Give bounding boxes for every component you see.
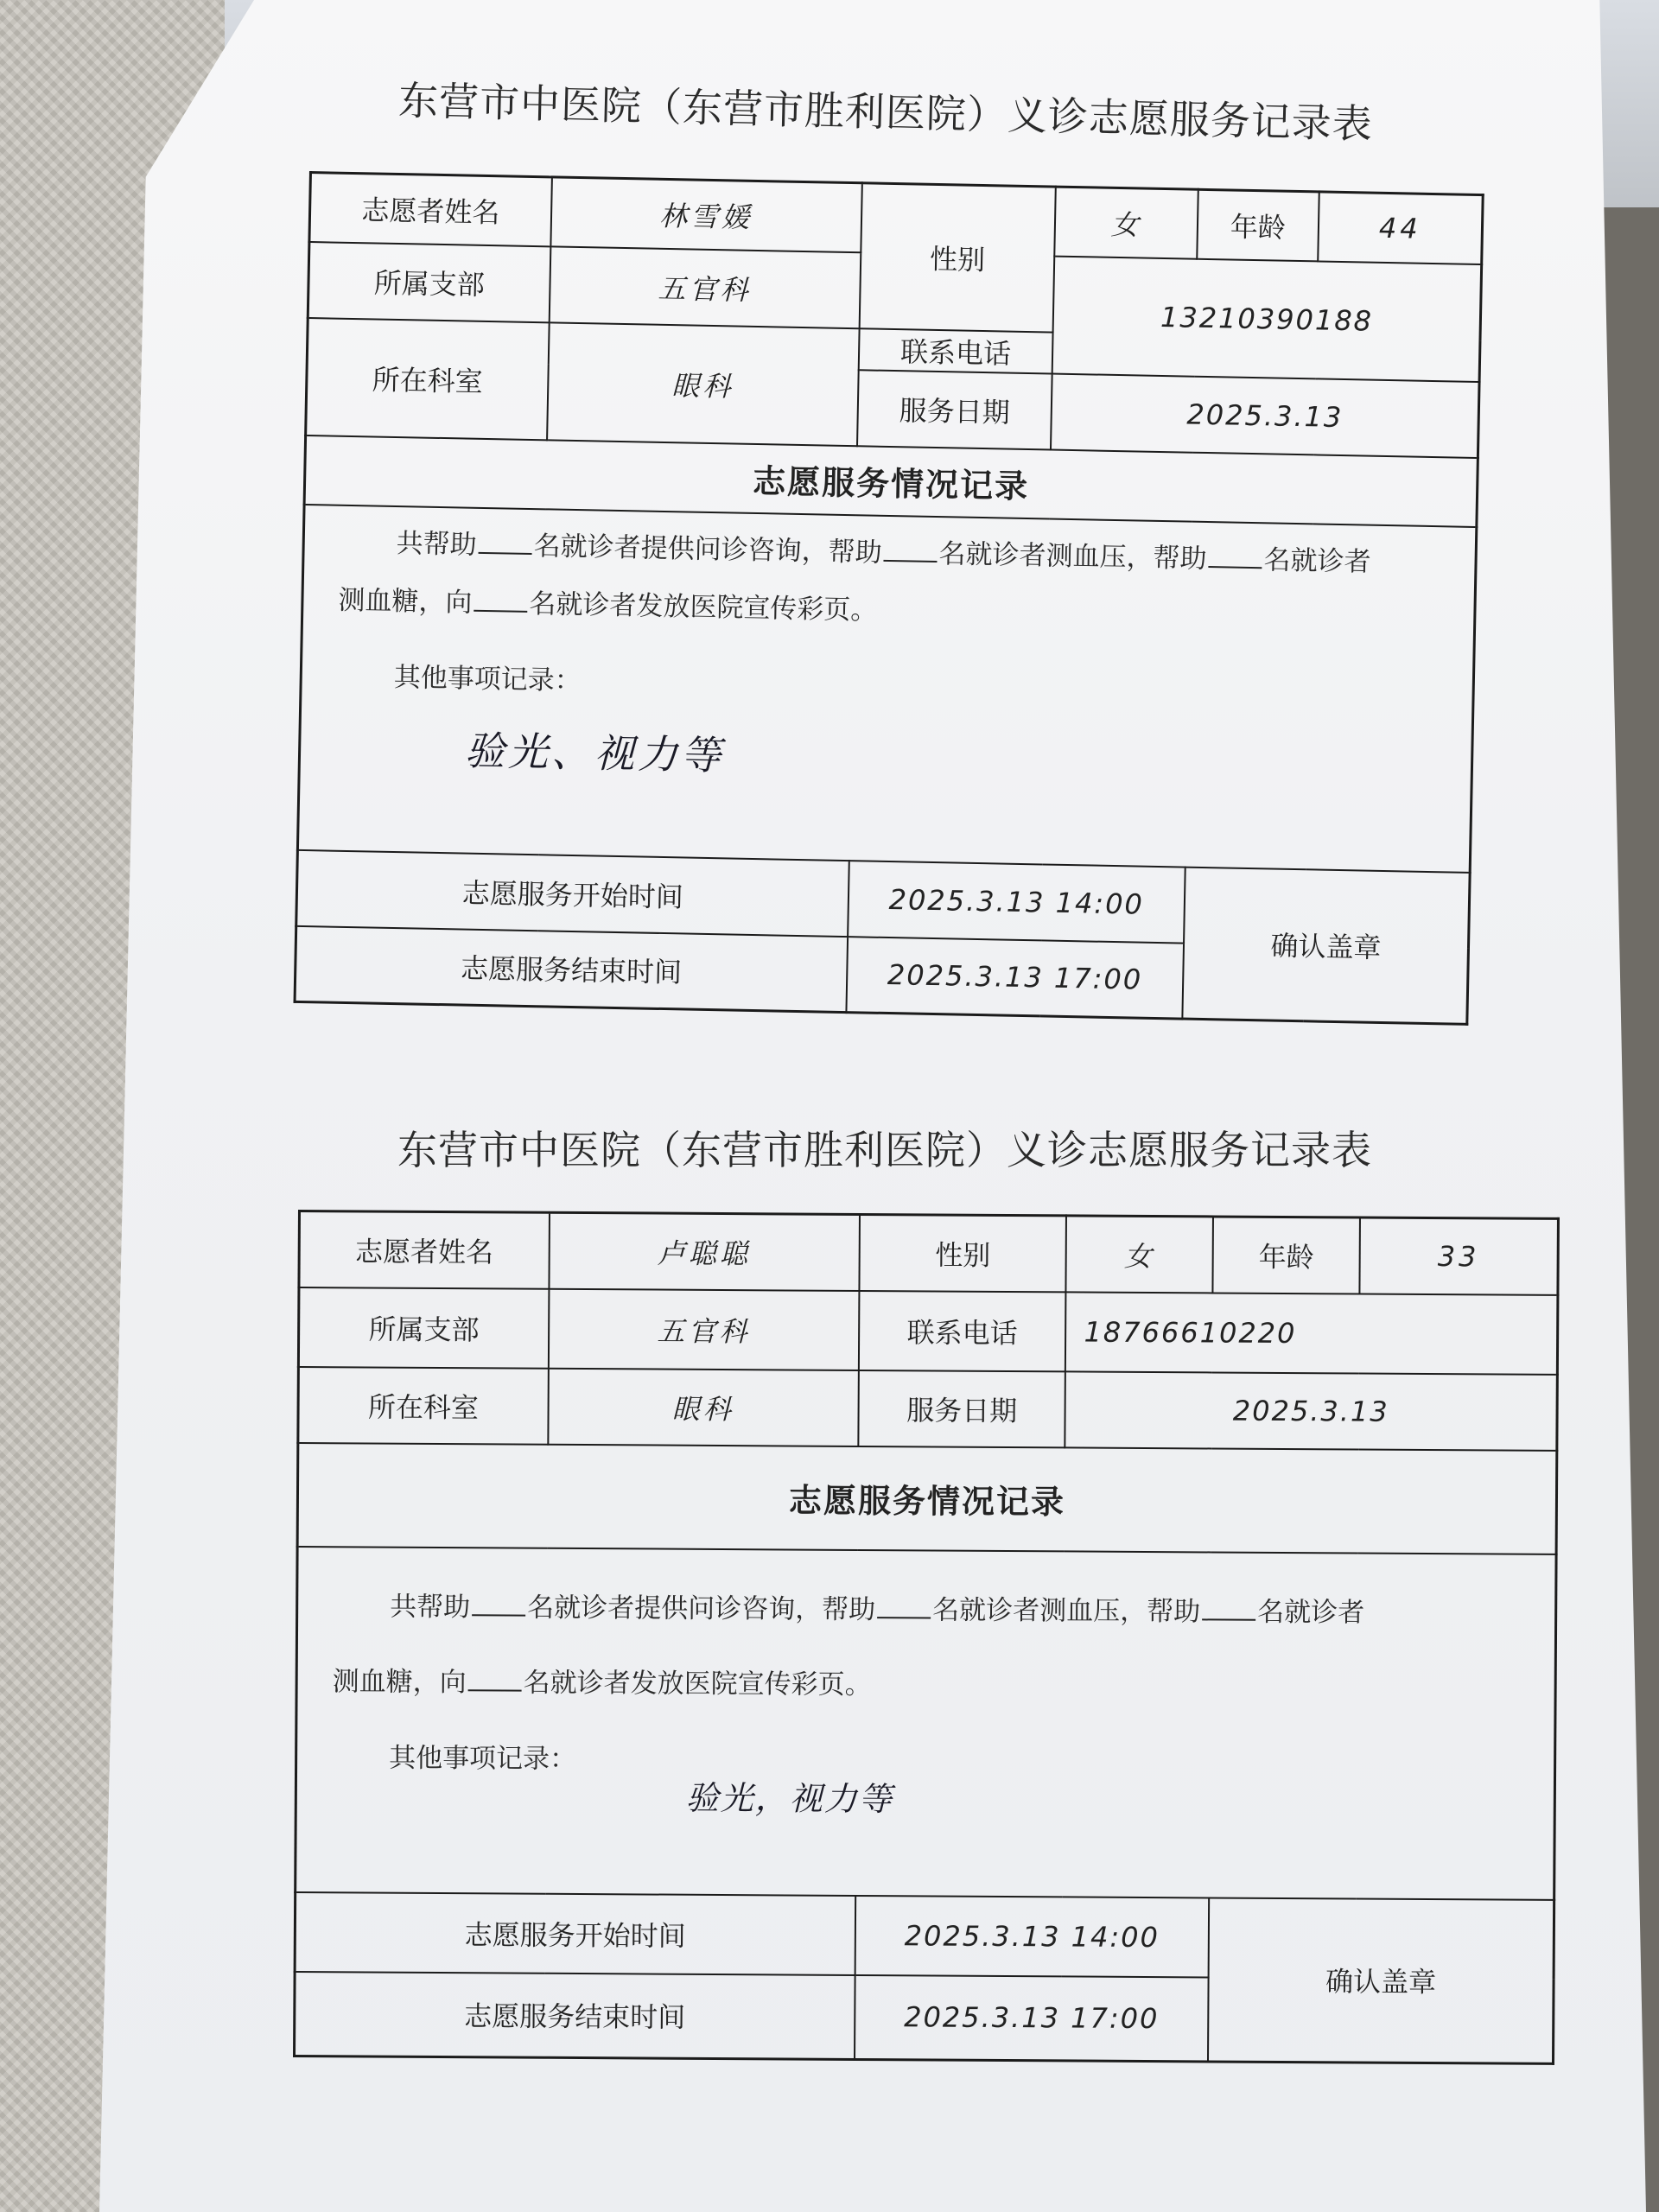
value-phone: 13210390188 (1052, 256, 1482, 381)
other-items-label: 其他事项记录： (389, 1742, 577, 1775)
record-text: 共帮助 (390, 1591, 471, 1623)
record-text: 名就诊者 (1263, 543, 1371, 578)
label-age: 年龄 (1213, 1217, 1360, 1294)
label-age: 年龄 (1197, 189, 1319, 261)
label-gender: 性别 (859, 1214, 1066, 1291)
value-volunteer-name: 卢聪聪 (549, 1212, 860, 1290)
value-gender: 女 (1066, 1216, 1213, 1293)
blank-line (877, 1616, 931, 1618)
label-end-time: 志愿服务结束时间 (295, 1971, 855, 2059)
value-start-time: 2025.3.13 14:00 (855, 1895, 1209, 1976)
label-branch: 所属支部 (308, 242, 550, 322)
value-service-date: 2025.3.13 (1051, 373, 1479, 457)
form-table (294, 171, 1484, 1026)
other-items-value: 验光、视力等 (464, 727, 725, 779)
form-table (293, 1210, 1560, 2065)
record-text: 测血糖，向 (332, 1666, 467, 1699)
blank-line (472, 1613, 525, 1616)
record-text: 名就诊者发放医院宣传彩页。 (529, 588, 878, 626)
value-branch: 五官科 (549, 246, 861, 328)
value-gender: 女 (1055, 187, 1198, 258)
label-dept: 所在科室 (306, 317, 550, 439)
blank-line (468, 1688, 522, 1691)
section-heading: 志愿服务情况记录 (297, 1443, 1557, 1554)
other-items-label: 其他事项记录： (393, 661, 582, 696)
label-phone: 联系电话 (858, 328, 1052, 373)
label-dept: 所在科室 (298, 1367, 549, 1445)
form-title: 东营市中医院（东营市胜利医院）义诊志愿服务记录表 (397, 76, 1374, 148)
value-start-time: 2025.3.13 14:00 (848, 861, 1185, 943)
record-text: 名就诊者测血压，帮助 (938, 537, 1207, 575)
value-service-date: 2025.3.13 (1065, 1371, 1558, 1450)
label-volunteer-name: 志愿者姓名 (299, 1211, 550, 1289)
label-start-time: 志愿服务开始时间 (295, 1891, 855, 1974)
record-text: 共帮助 (396, 527, 478, 561)
label-service-date: 服务日期 (858, 1370, 1065, 1446)
value-volunteer-name: 林雪媛 (550, 177, 861, 252)
label-confirm-seal: 确认盖章 (1208, 1897, 1554, 2063)
record-text: 名就诊者 (1257, 1596, 1365, 1629)
form-title: 东营市中医院（东营市胜利医院）义诊志愿服务记录表 (397, 1127, 1372, 1173)
record-text: 名就诊者测血压，帮助 (932, 1593, 1201, 1627)
value-age: 44 (1318, 192, 1483, 264)
other-items-value: 验光，视力等 (685, 1778, 893, 1818)
label-phone: 联系电话 (859, 1290, 1066, 1370)
value-age: 33 (1359, 1217, 1558, 1294)
value-end-time: 2025.3.13 17:00 (855, 1974, 1209, 2061)
blank-line (479, 550, 532, 554)
section-heading: 志愿服务情况记录 (304, 435, 1478, 526)
value-dept: 眼科 (547, 322, 860, 446)
label-service-date: 服务日期 (857, 370, 1052, 449)
blank-line (474, 609, 527, 613)
record-text: 名就诊者发放医院宣传彩页。 (523, 1667, 872, 1701)
value-end-time: 2025.3.13 17:00 (846, 937, 1184, 1019)
record-text: 名就诊者提供问诊咨询，帮助 (527, 1592, 876, 1625)
record-text: 名就诊者提供问诊咨询，帮助 (533, 530, 882, 569)
label-branch: 所属支部 (298, 1287, 549, 1369)
value-phone: 18766610220 (1065, 1292, 1558, 1374)
label-volunteer-name: 志愿者姓名 (309, 173, 552, 246)
label-gender: 性别 (859, 183, 1056, 332)
service-record-body (297, 504, 1476, 872)
label-end-time: 志愿服务结束时间 (295, 925, 848, 1012)
blank-line (1208, 565, 1262, 569)
record-text: 测血糖，向 (338, 584, 473, 619)
blank-line (883, 558, 937, 562)
label-confirm-seal: 确认盖章 (1182, 867, 1470, 1024)
value-dept: 眼科 (548, 1368, 859, 1446)
label-start-time: 志愿服务开始时间 (296, 849, 849, 936)
service-record-body (296, 1547, 1556, 1900)
value-branch: 五官科 (549, 1288, 860, 1370)
blank-line (1202, 1618, 1255, 1620)
